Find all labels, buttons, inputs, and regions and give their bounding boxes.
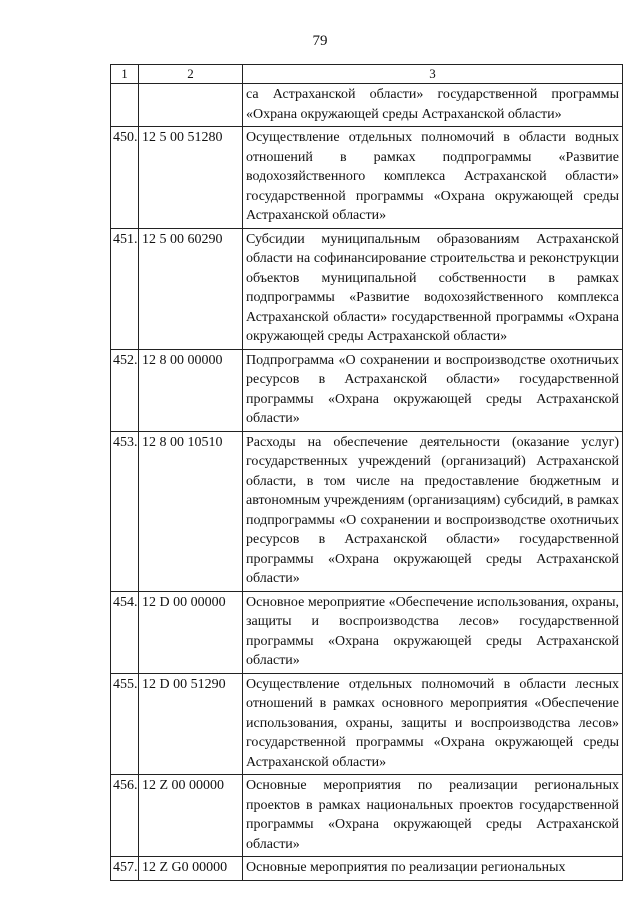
table-row — [111, 673, 623, 775]
table-row — [111, 228, 623, 349]
row-number-cell: 455. — [111, 673, 139, 775]
description-cell: са Астраханской области» государственной программы «Охрана окружающей среды Астраханской области» — [243, 84, 623, 127]
row-number-cell: 451. — [111, 228, 139, 349]
row-number-cell: 450. — [111, 127, 139, 229]
classification-code-cell: 12 8 00 00000 — [139, 349, 243, 431]
classification-code-cell: 12 D 00 00000 — [139, 591, 243, 673]
row-number-cell: 452. — [111, 349, 139, 431]
classification-code-cell: 12 8 00 10510 — [139, 431, 243, 591]
page-number: 79 — [312, 33, 328, 49]
column-header-3: 3 — [243, 65, 623, 84]
classification-code-cell: 12 D 00 51290 — [139, 673, 243, 775]
description-cell: Осуществление отдельных полномочий в области водных отношений в рамках подпрограммы «Развитие водохозяйственного комплекса Астраханской области» государственной программы «Охрана окружающей среды Астраханской области» — [243, 127, 623, 229]
classification-code-cell: 12 5 00 60290 — [139, 228, 243, 349]
table-row — [111, 431, 623, 591]
table-row — [111, 857, 623, 881]
budget-classification-table — [110, 64, 623, 881]
row-number-cell: 456. — [111, 775, 139, 857]
table-row — [111, 349, 623, 431]
classification-code-cell — [139, 84, 243, 127]
table-header-row — [111, 65, 623, 84]
row-number-cell: 457. — [111, 857, 139, 881]
table-row — [111, 84, 623, 127]
row-number-cell — [111, 84, 139, 127]
table-row — [111, 775, 623, 857]
description-cell: Субсидии муниципальным образованиям Астраханской области на софинансирование строительства и реконструкции объектов муниципальной собственности в рамках подпрограммы «Развитие водохозяйственного комплекса Астраханской области» государственной программы «Охрана окружающей среды Астраханской области» — [243, 228, 623, 349]
table-row — [111, 127, 623, 229]
table-row — [111, 591, 623, 673]
description-cell: Основные мероприятия по реализации региональных проектов в рамках национальных проектов государственной программы «Охрана окружающей среды Астраханской области» — [243, 775, 623, 857]
classification-code-cell: 12 5 00 51280 — [139, 127, 243, 229]
description-cell: Расходы на обеспечение деятельности (оказание услуг) государственных учреждений (организаций) Астраханской области, в том числе на предоставление бюджетным и автономным учреждениям (организациям) субсидий, в рамках подпрограммы «О сохранении и воспроизводстве охотничьих ресурсов в Астраханской области» государственной программы «Охрана окружающей среды Астраханской области» — [243, 431, 623, 591]
row-number-cell: 453. — [111, 431, 139, 591]
classification-code-cell: 12 Z 00 00000 — [139, 775, 243, 857]
row-number-cell: 454. — [111, 591, 139, 673]
column-header-2: 2 — [139, 65, 243, 84]
description-cell: Осуществление отдельных полномочий в области лесных отношений в рамках основного мероприятия «Обеспечение использования, охраны, защиты и воспроизводства лесов» государственной программы «Охрана окружающей среды Астраханской области» — [243, 673, 623, 775]
classification-code-cell: 12 Z G0 00000 — [139, 857, 243, 881]
description-cell: Подпрограмма «О сохранении и воспроизводстве охотничьих ресурсов в Астраханской области» государственной программы «Охрана окружающей среды Астраханской области» — [243, 349, 623, 431]
description-cell: Основное мероприятие «Обеспечение использования, охраны, защиты и воспроизводства лесов» государственной программы «Охрана окружающей среды Астраханской области» — [243, 591, 623, 673]
column-header-1: 1 — [111, 65, 139, 84]
description-cell: Основные мероприятия по реализации региональных — [243, 857, 623, 881]
